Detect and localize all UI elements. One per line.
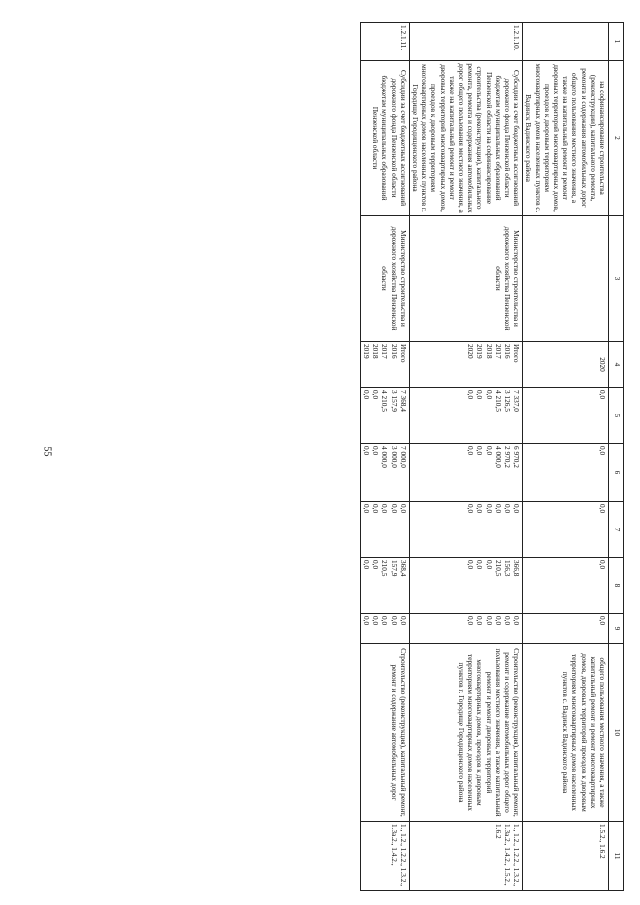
- col-header: 1: [609, 23, 624, 61]
- value: 0,0: [361, 446, 371, 456]
- year-label: 2017: [493, 344, 503, 359]
- col-header: 7: [609, 502, 624, 558]
- value: 3 126,5: [502, 390, 512, 412]
- value: 0,0: [484, 504, 494, 514]
- row-number: [523, 23, 609, 61]
- value-cell: 0,0: [523, 558, 609, 614]
- value-cell: [409, 388, 522, 444]
- year-label: 2016: [389, 344, 399, 359]
- year-label: 2018: [484, 344, 494, 359]
- value: 0,0: [371, 616, 381, 626]
- page-number: 55: [41, 446, 53, 457]
- value: 156,3: [502, 560, 512, 577]
- value-cell: [409, 444, 522, 502]
- row-number: 1.2.1.10.: [409, 23, 522, 61]
- value: 210,5: [493, 560, 503, 577]
- col-header: 11: [609, 822, 624, 891]
- value: 0,0: [466, 390, 476, 400]
- value: 0,0: [512, 504, 522, 514]
- value: 368,4: [398, 560, 408, 577]
- year-label: Итого: [398, 344, 408, 363]
- value: 0,0: [380, 616, 390, 626]
- value-cell: [360, 502, 409, 558]
- year-cell: [360, 342, 409, 388]
- table-container: [84, 22, 624, 890]
- measure-description: на софинансирование строительства (реконструкции), капитального ремонта, ремонта и содержания автомобильных дорог общего пользования местного значения, а также на капитальный ремонт и ремонт дворовых территорий многоквартирных домов, проездов к дворовым территориям многоквартирных домов населенных пунктов с. Вадинск Вадинского района: [523, 61, 609, 216]
- value: 0,0: [361, 504, 371, 514]
- executor-cell: [523, 216, 609, 342]
- year-label: 2018: [371, 344, 381, 359]
- value-cell: 0,0: [523, 614, 609, 644]
- col-header: 9: [609, 614, 624, 644]
- value: 0,0: [466, 504, 476, 514]
- col-header: 6: [609, 444, 624, 502]
- value: 0,0: [361, 560, 371, 570]
- indicator-codes: 1.5.2., 1.6.2: [523, 822, 609, 891]
- value: 2 970,2: [502, 446, 512, 468]
- table-row: [360, 23, 409, 891]
- value-cell: [409, 614, 522, 644]
- value: 0,0: [484, 616, 494, 626]
- value: 4 210,5: [380, 390, 390, 412]
- value-cell: [360, 388, 409, 444]
- executor-cell: Министерство строительства и дорожного хозяйства Пензенской области: [409, 216, 522, 342]
- value: 3 157,9: [389, 390, 399, 412]
- indicator-codes: 1., 1.2., 1.2.2., 1.3.2., 1.3a.2., 1.4.2.,: [360, 822, 409, 891]
- table-row: [523, 23, 609, 891]
- year-cell: 2020: [523, 342, 609, 388]
- executor-cell: Министерство строительства и дорожного хозяйства Пензенской области: [360, 216, 409, 342]
- value: 366,8: [512, 560, 522, 577]
- value-cell: [360, 614, 409, 644]
- value-cell: [409, 558, 522, 614]
- col-header: 4: [609, 342, 624, 388]
- year-label: 2019: [361, 344, 371, 359]
- measure-description: Субсидии за счет бюджетных ассигнований дорожного фонда Пензенской области бюджетам муниципальных образований Пензенской области: [360, 61, 409, 216]
- header-row: [609, 23, 624, 891]
- value: 0,0: [493, 616, 503, 626]
- value: 0,0: [371, 560, 381, 570]
- value-cell: [360, 558, 409, 614]
- value: 0,0: [398, 616, 408, 626]
- value: 0,0: [475, 616, 485, 626]
- col-header: 5: [609, 388, 624, 444]
- value: 157,9: [389, 560, 399, 577]
- value: 210,5: [380, 560, 390, 577]
- value: 0,0: [466, 616, 476, 626]
- value: 4 210,5: [493, 390, 503, 412]
- value-cell: 0,0: [523, 388, 609, 444]
- value-cell: 0,0: [523, 444, 609, 502]
- year-label: 2016: [502, 344, 512, 359]
- result-description: Строительство (реконструкция), капитальный ремонт, ремонт и содержание автомобильных дорог: [360, 644, 409, 822]
- value: 0,0: [493, 504, 503, 514]
- value: 0,0: [371, 504, 381, 514]
- value: 0,0: [361, 390, 371, 400]
- program-table: [360, 22, 624, 891]
- value: 0,0: [398, 504, 408, 514]
- indicator-codes: 1., 1.2., 1.2.2., 1.3.2., 1.3a.2., 1.4.2., 1.5.2., 1.6.2: [409, 822, 522, 891]
- value: 0,0: [389, 504, 399, 514]
- value: 0,0: [371, 390, 381, 400]
- col-header: 2: [609, 61, 624, 216]
- value-cell: [360, 444, 409, 502]
- value: 3 000,0: [389, 446, 399, 468]
- year-label: 2020: [466, 344, 476, 359]
- value: 4 000,0: [493, 446, 503, 468]
- year-label: 2019: [475, 344, 485, 359]
- year-label: 2017: [380, 344, 390, 359]
- value: 0,0: [502, 616, 512, 626]
- col-header: 3: [609, 216, 624, 342]
- value: 0,0: [466, 560, 476, 570]
- col-header: 8: [609, 558, 624, 614]
- value: 0,0: [475, 390, 485, 400]
- value: 0,0: [512, 616, 522, 626]
- value: 0,0: [475, 504, 485, 514]
- value: 0,0: [389, 616, 399, 626]
- value-cell: 0,0: [523, 502, 609, 558]
- value-cell: [409, 502, 522, 558]
- value: 0,0: [380, 504, 390, 514]
- value: 6 970,2: [512, 446, 522, 468]
- value: 0,0: [484, 446, 494, 456]
- year-label: Итого: [512, 344, 522, 363]
- value: 0,0: [466, 446, 476, 456]
- value: 7 368,4: [398, 390, 408, 412]
- row-number: 1.2.1.11.: [360, 23, 409, 61]
- value: 0,0: [371, 446, 381, 456]
- value: 0,0: [484, 390, 494, 400]
- measure-description: Субсидии за счет бюджетных ассигнований дорожного фонда Пензенской области бюджетам муниципальных образований Пензенской области на софинансирование строительства (реконструкции), капитального ремонта, ремонта и содержания автомобильных дорог общего пользования местного значения, а также на капитальный ремонт и ремонт дворовых территорий многоквартирных домов, проездов к дворовым территориям многоквартирных домов населенных пунктов г. Городище Городищенского района: [409, 61, 522, 216]
- result-description: общего пользования местного значения, а также капитальный ремонт и ремонт многоквартирных домов, дворовых территорий проездов к дворовым территориям многоквартирных домов населенных пунктов с. Вадинск Вадинского района: [523, 644, 609, 822]
- value: 0,0: [484, 560, 494, 570]
- result-description: Строительство (реконструкция), капитальный ремонт, ремонт и содержание автомобильных дорог общего пользования местного значения, а также капитальный ремонт и ремонт дворовых территорий многоквартирных домов, проездов к дворовым территориям многоквартирных домов населенных пунктов г. Городище Городищенского района: [409, 644, 522, 822]
- value: 0,0: [475, 446, 485, 456]
- col-header: 10: [609, 644, 624, 822]
- value: 0,0: [361, 616, 371, 626]
- table-row: [409, 23, 522, 891]
- value: 4 000,0: [380, 446, 390, 468]
- year-cell: [409, 342, 522, 388]
- value: 0,0: [502, 504, 512, 514]
- value: 7 337,0: [512, 390, 522, 412]
- value: 7 000,0: [398, 446, 408, 468]
- value: 0,0: [475, 560, 485, 570]
